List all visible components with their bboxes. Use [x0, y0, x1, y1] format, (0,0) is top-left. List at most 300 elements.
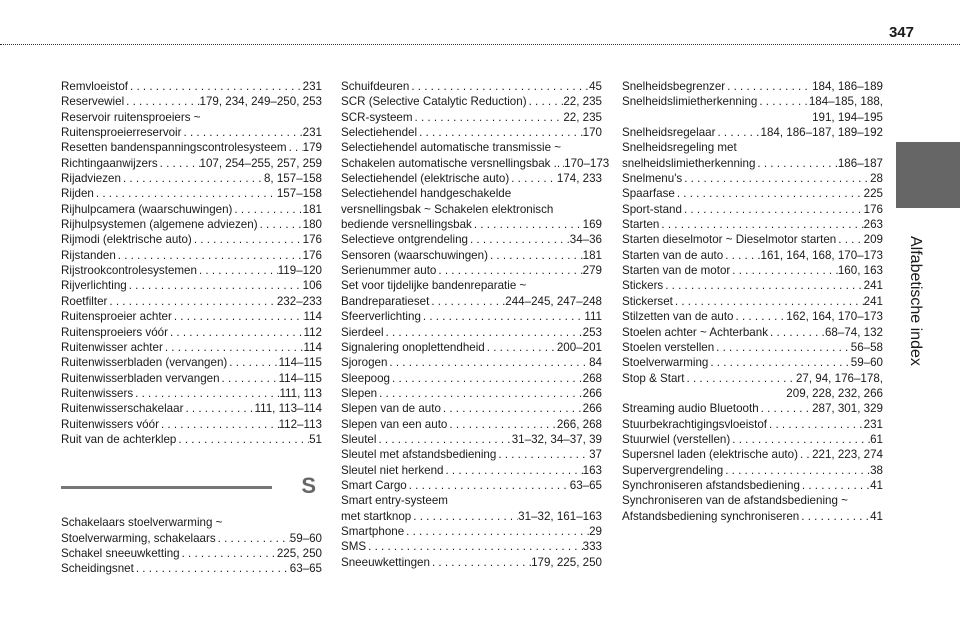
entry-term: Rijden — [61, 187, 94, 201]
section-divider — [61, 486, 272, 489]
dot-leader — [663, 278, 863, 293]
page-refs[interactable]: 200–201 — [556, 340, 602, 354]
entry-term: Rijhulpcamera (waarschuwingen) — [61, 202, 233, 216]
entry-term: Sport-stand — [622, 202, 682, 216]
entry-term: versnellingsbak ~ Schakelen elektronisch — [341, 202, 554, 216]
page-refs[interactable]: 209, 228, 232, 266 — [786, 386, 883, 400]
page-refs[interactable]: 45 — [589, 80, 602, 93]
entry-term: Reservoir ruitensproeiers ~ — [61, 110, 201, 124]
page-refs[interactable]: 231 — [863, 417, 883, 431]
dot-leader — [447, 417, 556, 432]
page-refs[interactable]: 181 — [582, 248, 602, 262]
entry-term: Selectiehendel automatische transmissie ~ — [341, 141, 562, 155]
index-entry[interactable] — [61, 171, 322, 186]
index-entry[interactable] — [341, 463, 602, 478]
index-entry[interactable] — [61, 294, 322, 309]
index-entry[interactable] — [61, 79, 322, 94]
page-refs[interactable]: 266 — [582, 402, 602, 416]
index-entry[interactable] — [341, 94, 602, 109]
entry-term: Stuurbekrachtigingsvloeistof — [622, 417, 768, 431]
page-refs[interactable]: 180 — [302, 218, 322, 232]
page-refs[interactable]: 184, 186–187, 189–192 — [760, 126, 883, 140]
dot-leader — [404, 524, 589, 539]
page-refs[interactable]: 221, 223, 274 — [812, 448, 883, 462]
index-entry[interactable] — [622, 186, 883, 201]
entry-term: Bandreparatieset — [341, 294, 430, 308]
entry-term: Schakelaars stoelverwarming ~ — [61, 516, 223, 530]
entry-term: Sleutel — [341, 432, 377, 446]
page-refs[interactable]: 225, 250 — [276, 546, 322, 560]
entry-term: Sleutel met afstandsbediening — [341, 448, 497, 462]
entry-term: Rijverlichting — [61, 279, 127, 293]
index-entry[interactable] — [341, 186, 602, 232]
page-refs[interactable]: 114 — [303, 310, 322, 324]
entry-term: Sfeerverlichting — [341, 310, 421, 324]
index-entry[interactable] — [341, 371, 602, 386]
entry-term: Sensoren (waarschuwingen) — [341, 248, 488, 262]
page-refs[interactable]: 231 — [302, 80, 322, 93]
index-entry[interactable] — [622, 371, 883, 402]
dot-leader — [134, 561, 290, 576]
entry-term: SCR-systeem — [341, 110, 413, 124]
entry-term: Ruitenwisserschakelaar — [61, 402, 184, 416]
dot-leader — [417, 125, 583, 140]
page-refs[interactable]: 160, 163 — [837, 264, 883, 278]
page-refs[interactable]: 268 — [582, 371, 602, 385]
entry-term: Starten van de motor — [622, 264, 731, 278]
entry-term: Synchroniseren afstandsbediening — [622, 478, 800, 492]
entry-term: Selectiehendel — [341, 126, 418, 140]
page-refs[interactable]: 34–36 — [569, 233, 602, 247]
dot-leader — [163, 340, 304, 355]
page-refs[interactable]: 31–32, 161–163 — [518, 509, 602, 523]
entry-term: Rijmodi (elektrische auto) — [61, 233, 192, 247]
dot-leader — [485, 340, 557, 355]
page-refs[interactable]: 112 — [303, 325, 322, 339]
entry-term: Stickers — [622, 279, 664, 293]
entry-term: Smartphone — [341, 524, 405, 538]
entry-term: Starten dieselmotor ~ Dieselmotor starten — [622, 233, 837, 247]
dot-leader — [121, 171, 264, 186]
entry-term: Streaming audio Bluetooth — [622, 402, 759, 416]
index-entry[interactable] — [622, 202, 883, 217]
index-entry[interactable] — [622, 463, 883, 478]
dot-leader — [258, 217, 303, 232]
index-entry[interactable] — [341, 447, 602, 462]
entry-term: Roetfilter — [61, 294, 108, 308]
page-refs[interactable]: 184, 186–189 — [812, 80, 883, 93]
page-refs[interactable]: 114–115 — [278, 371, 322, 385]
dot-leader — [366, 539, 583, 554]
page-refs[interactable]: 162, 164, 170–173 — [786, 310, 883, 324]
index-entry[interactable] — [61, 248, 322, 263]
index-entry[interactable] — [622, 325, 883, 340]
page-refs[interactable]: 114 — [303, 340, 322, 354]
page-refs[interactable]: 59–60 — [289, 531, 322, 545]
page-refs[interactable]: 163 — [582, 463, 602, 477]
index-entry[interactable] — [61, 546, 322, 561]
index-entry[interactable] — [622, 478, 883, 493]
index-entry[interactable] — [622, 125, 883, 140]
entry-term: Schuifdeuren — [341, 80, 410, 93]
dot-leader — [158, 156, 200, 171]
entry-term: snelheidslimietherkenning — [622, 156, 756, 170]
page-refs[interactable]: 63–65 — [289, 562, 322, 576]
page-refs[interactable]: 241 — [863, 279, 883, 293]
index-entry[interactable] — [622, 217, 883, 232]
entry-term: Rijstrookcontrolesystemen — [61, 264, 197, 278]
dot-leader — [287, 140, 303, 155]
index-entry[interactable] — [61, 278, 322, 293]
entry-term: Stoelen verstellen — [622, 340, 715, 354]
entry-term: Snelheidslimietherkenning — [622, 95, 758, 109]
index-entry[interactable] — [341, 386, 602, 401]
page-refs[interactable]: 107, 254–255, 257, 259 — [199, 156, 322, 170]
index-entry[interactable] — [622, 171, 883, 186]
entry-term: Smart entry-systeem — [341, 494, 448, 508]
index-entry[interactable] — [61, 94, 322, 109]
dot-leader — [436, 263, 582, 278]
entry-term: Snelheidsregelaar — [622, 126, 716, 140]
page-refs[interactable]: 27, 94, 176–178, — [795, 371, 883, 385]
index-entry[interactable] — [622, 248, 883, 263]
entry-term: SCR (Selective Catalytic Reduction) — [341, 95, 527, 109]
index-entry[interactable] — [341, 325, 602, 340]
page-refs[interactable]: 111 — [584, 310, 602, 324]
index-entry[interactable] — [61, 401, 322, 416]
index-entry[interactable] — [61, 110, 322, 141]
dot-leader — [168, 325, 304, 340]
entry-term: Serienummer auto — [341, 264, 437, 278]
index-entry[interactable] — [341, 125, 602, 140]
dot-leader — [94, 186, 277, 201]
page-refs[interactable]: 225 — [863, 187, 883, 201]
index-column-3 — [622, 79, 883, 524]
entry-term: Smart Cargo — [341, 478, 407, 492]
page-refs[interactable]: 266 — [582, 386, 602, 400]
page-refs[interactable]: 56–58 — [850, 340, 883, 354]
dot-leader — [759, 401, 812, 416]
index-entry[interactable] — [341, 248, 602, 263]
entry-term: Schakel sneeuwketting — [61, 546, 180, 560]
index-entry[interactable] — [61, 186, 322, 201]
index-entry[interactable] — [341, 263, 602, 278]
index-entry[interactable] — [61, 202, 322, 217]
page-refs[interactable]: 266, 268 — [556, 417, 602, 431]
dot-leader — [390, 371, 583, 386]
page-refs[interactable]: 191, 194–195 — [812, 110, 883, 124]
entry-term: Sjorogen — [341, 356, 388, 370]
page-refs[interactable]: 176 — [863, 202, 883, 216]
index-entry[interactable] — [341, 417, 602, 432]
page-refs[interactable]: 174, 233 — [556, 172, 602, 186]
entry-term: Snelheidsbegrenzer — [622, 80, 726, 93]
entry-term: Selectiehendel handgeschakelde — [341, 187, 512, 201]
section-header — [61, 469, 322, 503]
page-refs[interactable]: 279 — [582, 264, 602, 278]
entry-term: Ruitenwisser achter — [61, 340, 163, 354]
entry-term: Starten van de auto — [622, 248, 724, 262]
page-refs[interactable]: 244–245, 247–248 — [505, 294, 602, 308]
entry-term: Selectieve ontgrendeling — [341, 233, 468, 247]
dot-leader — [685, 371, 796, 386]
dot-leader — [673, 294, 864, 309]
entry-term: Snelmenu's — [622, 172, 683, 186]
index-entry[interactable] — [61, 309, 322, 324]
dot-leader — [441, 401, 583, 416]
page-refs[interactable]: 181 — [302, 202, 322, 216]
page-refs[interactable]: 31–32, 34–37, 39 — [511, 432, 602, 446]
index-entry[interactable] — [622, 417, 883, 432]
entry-term: Ruitenwissers vóór — [61, 417, 159, 431]
dot-leader — [413, 110, 564, 125]
entry-term: SMS — [341, 540, 367, 554]
page-refs[interactable]: 28 — [870, 172, 883, 186]
entry-term: Ruitensproeier achter — [61, 310, 172, 324]
index-entry[interactable] — [341, 309, 602, 324]
entry-term: Spaarfase — [622, 187, 675, 201]
entry-term: Sleepoog — [341, 371, 390, 385]
index-entry[interactable] — [341, 478, 602, 493]
page-refs[interactable]: 263 — [863, 218, 883, 232]
dot-leader — [107, 294, 276, 309]
page-refs[interactable]: 287, 301, 329 — [812, 402, 883, 416]
index-entry[interactable] — [61, 340, 322, 355]
dot-leader — [800, 478, 870, 493]
entry-term: Set voor tijdelijke bandenreparatie ~ — [341, 279, 527, 293]
dot-leader — [675, 186, 864, 201]
section-letter: S — [301, 473, 316, 499]
index-entry[interactable] — [341, 524, 602, 539]
dot-leader — [443, 463, 582, 478]
entry-term: Slepen van de auto — [341, 402, 441, 416]
index-entry[interactable] — [61, 386, 322, 401]
entry-term: Stoelverwarming, schakelaars — [61, 531, 216, 545]
index-entry[interactable] — [61, 325, 322, 340]
index-entry[interactable] — [622, 493, 883, 524]
dot-leader — [127, 278, 303, 293]
page-refs[interactable]: 29 — [589, 524, 602, 538]
index-entry[interactable] — [341, 340, 602, 355]
page-refs[interactable]: 176 — [302, 233, 322, 247]
page-refs[interactable]: 157–158 — [276, 187, 322, 201]
header-dotted-rule — [0, 44, 960, 45]
page-refs[interactable]: 41 — [870, 478, 883, 492]
page-refs[interactable]: 84 — [589, 356, 602, 370]
index-entry[interactable] — [341, 79, 602, 94]
dot-leader — [799, 509, 870, 524]
page-refs[interactable]: 112–113 — [278, 417, 322, 431]
page-refs[interactable]: 59–60 — [850, 356, 883, 370]
entry-term: Richtingaanwijzers — [61, 156, 158, 170]
index-entry[interactable] — [622, 263, 883, 278]
page-refs[interactable]: 184–185, 188, — [808, 95, 883, 109]
dot-leader — [488, 248, 583, 263]
page-refs[interactable]: 186–187 — [837, 156, 883, 170]
dot-leader — [468, 232, 570, 247]
index-entry[interactable] — [341, 555, 602, 570]
page-refs[interactable]: 253 — [582, 325, 602, 339]
entry-term: Sleutel niet herkend — [341, 463, 444, 477]
entry-term: Ruitensproeiers vóór — [61, 325, 168, 339]
dot-leader — [232, 202, 302, 217]
page-refs[interactable]: 169 — [582, 218, 602, 232]
index-entry[interactable] — [341, 110, 602, 125]
dot-leader — [472, 217, 583, 232]
dot-leader — [429, 294, 505, 309]
page-refs[interactable]: 179, 225, 250 — [531, 555, 602, 569]
index-entry[interactable] — [622, 401, 883, 416]
page-refs[interactable]: 8, 157–158 — [263, 172, 322, 186]
page-refs[interactable]: 38 — [870, 463, 883, 477]
index-entry[interactable] — [622, 432, 883, 447]
dot-leader — [527, 94, 564, 109]
dot-leader — [377, 386, 583, 401]
entry-term: Ruitenwisserbladen (vervangen) — [61, 356, 228, 370]
page-refs[interactable]: 63–65 — [569, 478, 602, 492]
dot-leader — [384, 325, 583, 340]
page-number: 347 — [888, 24, 914, 41]
index-entry[interactable] — [622, 447, 883, 462]
index-entry[interactable] — [61, 432, 322, 447]
index-entry[interactable] — [61, 417, 322, 432]
index-entry[interactable] — [61, 355, 322, 370]
page-refs[interactable]: 22, 235 — [563, 110, 602, 124]
page-refs[interactable]: 61 — [870, 432, 883, 446]
index-entry[interactable] — [622, 232, 883, 247]
dot-leader — [376, 432, 511, 447]
entry-term: Remvloeistof — [61, 80, 129, 93]
entry-term: Scheidingsnet — [61, 562, 134, 576]
entry-term: Rijstanden — [61, 248, 116, 262]
dot-leader — [180, 546, 277, 561]
dot-leader — [116, 248, 303, 263]
page-refs[interactable]: 231 — [302, 126, 322, 140]
entry-term: Rijhulpsystemen (algemene adviezen) — [61, 218, 258, 232]
entry-term: Stuurwiel (verstellen) — [622, 432, 731, 446]
entry-term: Stickerset — [622, 294, 673, 308]
entry-term: Supervergrendeling — [622, 463, 724, 477]
entry-term: Stilzetten van de auto — [622, 310, 734, 324]
page-refs[interactable]: 161, 164, 168, 170–173 — [760, 248, 883, 262]
page-refs[interactable]: 176 — [302, 248, 322, 262]
index-entry[interactable] — [341, 539, 602, 554]
dot-leader — [730, 263, 838, 278]
dot-leader — [128, 79, 303, 94]
dot-leader — [159, 417, 279, 432]
page-refs[interactable]: 232–233 — [276, 294, 322, 308]
entry-term: Ruitenwissers — [61, 386, 134, 400]
dot-leader — [714, 340, 851, 355]
index-entry[interactable] — [341, 278, 602, 309]
dot-leader — [192, 232, 303, 247]
index-entry[interactable] — [341, 401, 602, 416]
page-refs[interactable]: 114–115 — [278, 356, 322, 370]
index-entry[interactable] — [341, 140, 610, 171]
entry-term: Supersnel laden (elektrische auto) — [622, 448, 798, 462]
entry-term: Stoelverwarming — [622, 356, 709, 370]
dot-leader — [798, 447, 812, 462]
index-entry[interactable] — [622, 309, 883, 324]
dot-leader — [172, 309, 304, 324]
page-refs[interactable]: 119–120 — [277, 264, 322, 278]
index-entry[interactable] — [61, 371, 322, 386]
index-entry[interactable] — [622, 278, 883, 293]
page-refs[interactable]: 333 — [582, 540, 602, 554]
dot-leader — [730, 432, 870, 447]
page-refs[interactable]: 22, 235 — [563, 95, 602, 109]
entry-term: Starten — [622, 218, 660, 232]
index-entry[interactable] — [61, 156, 322, 171]
page-refs[interactable]: 106 — [302, 279, 322, 293]
chapter-tab[interactable] — [896, 142, 960, 208]
index-entry[interactable] — [341, 493, 602, 524]
dot-leader — [421, 309, 584, 324]
index-entry[interactable] — [61, 263, 322, 278]
page-refs[interactable]: 179 — [302, 141, 322, 155]
index-entry[interactable] — [622, 340, 883, 355]
dot-leader — [509, 171, 557, 186]
dot-leader — [227, 355, 278, 370]
index-entry[interactable] — [61, 140, 322, 155]
entry-term: Slepen — [341, 386, 378, 400]
index-entry[interactable] — [61, 561, 322, 576]
index-column-1 — [61, 79, 322, 577]
index-entry[interactable] — [622, 140, 883, 171]
dot-leader — [757, 94, 809, 109]
page-refs[interactable]: 51 — [309, 432, 322, 446]
dot-leader — [734, 309, 787, 324]
entry-term: Resetten bandenspanningscontrolesysteem — [61, 141, 287, 155]
page-refs[interactable]: 241 — [863, 294, 883, 308]
index-entry[interactable] — [341, 232, 602, 247]
page-refs[interactable]: 111, 113 — [279, 386, 322, 400]
dot-leader — [220, 371, 279, 386]
index-entry[interactable] — [622, 79, 883, 94]
index-entry[interactable] — [341, 355, 602, 370]
entry-term: Rijadviezen — [61, 172, 121, 186]
index-entry[interactable] — [61, 515, 322, 546]
dot-leader — [496, 447, 589, 462]
index-entry[interactable] — [341, 171, 602, 186]
dot-leader — [183, 401, 254, 416]
index-entry[interactable] — [622, 294, 883, 309]
dot-leader — [182, 125, 303, 140]
dot-leader — [682, 171, 870, 186]
page-refs[interactable]: 41 — [870, 509, 883, 523]
index-entry[interactable] — [622, 355, 883, 370]
entry-term: Ruitenwisserbladen vervangen — [61, 371, 220, 385]
dot-leader — [768, 325, 825, 340]
index-entry[interactable] — [61, 217, 322, 232]
index-entry[interactable] — [341, 432, 602, 447]
index-entry[interactable] — [622, 94, 883, 125]
entry-term: bediende versnellingsbak — [341, 218, 472, 232]
dot-leader — [682, 202, 864, 217]
index-column-2 — [341, 79, 610, 570]
entry-term: Synchroniseren van de afstandsbediening ~ — [622, 494, 848, 508]
page-refs[interactable]: 37 — [589, 448, 602, 462]
page-refs[interactable]: 170 — [582, 126, 602, 140]
page-refs[interactable]: 68–74, 132 — [824, 325, 883, 339]
page-refs[interactable]: 209 — [863, 233, 883, 247]
page-refs[interactable]: 111, 113–114 — [254, 402, 322, 416]
page-refs[interactable]: 179, 234, 249–250, 253 — [199, 95, 322, 109]
index-entry[interactable] — [61, 232, 322, 247]
dot-leader — [387, 355, 589, 370]
dot-leader — [197, 263, 278, 278]
page-refs[interactable]: 170–173 — [564, 156, 610, 170]
